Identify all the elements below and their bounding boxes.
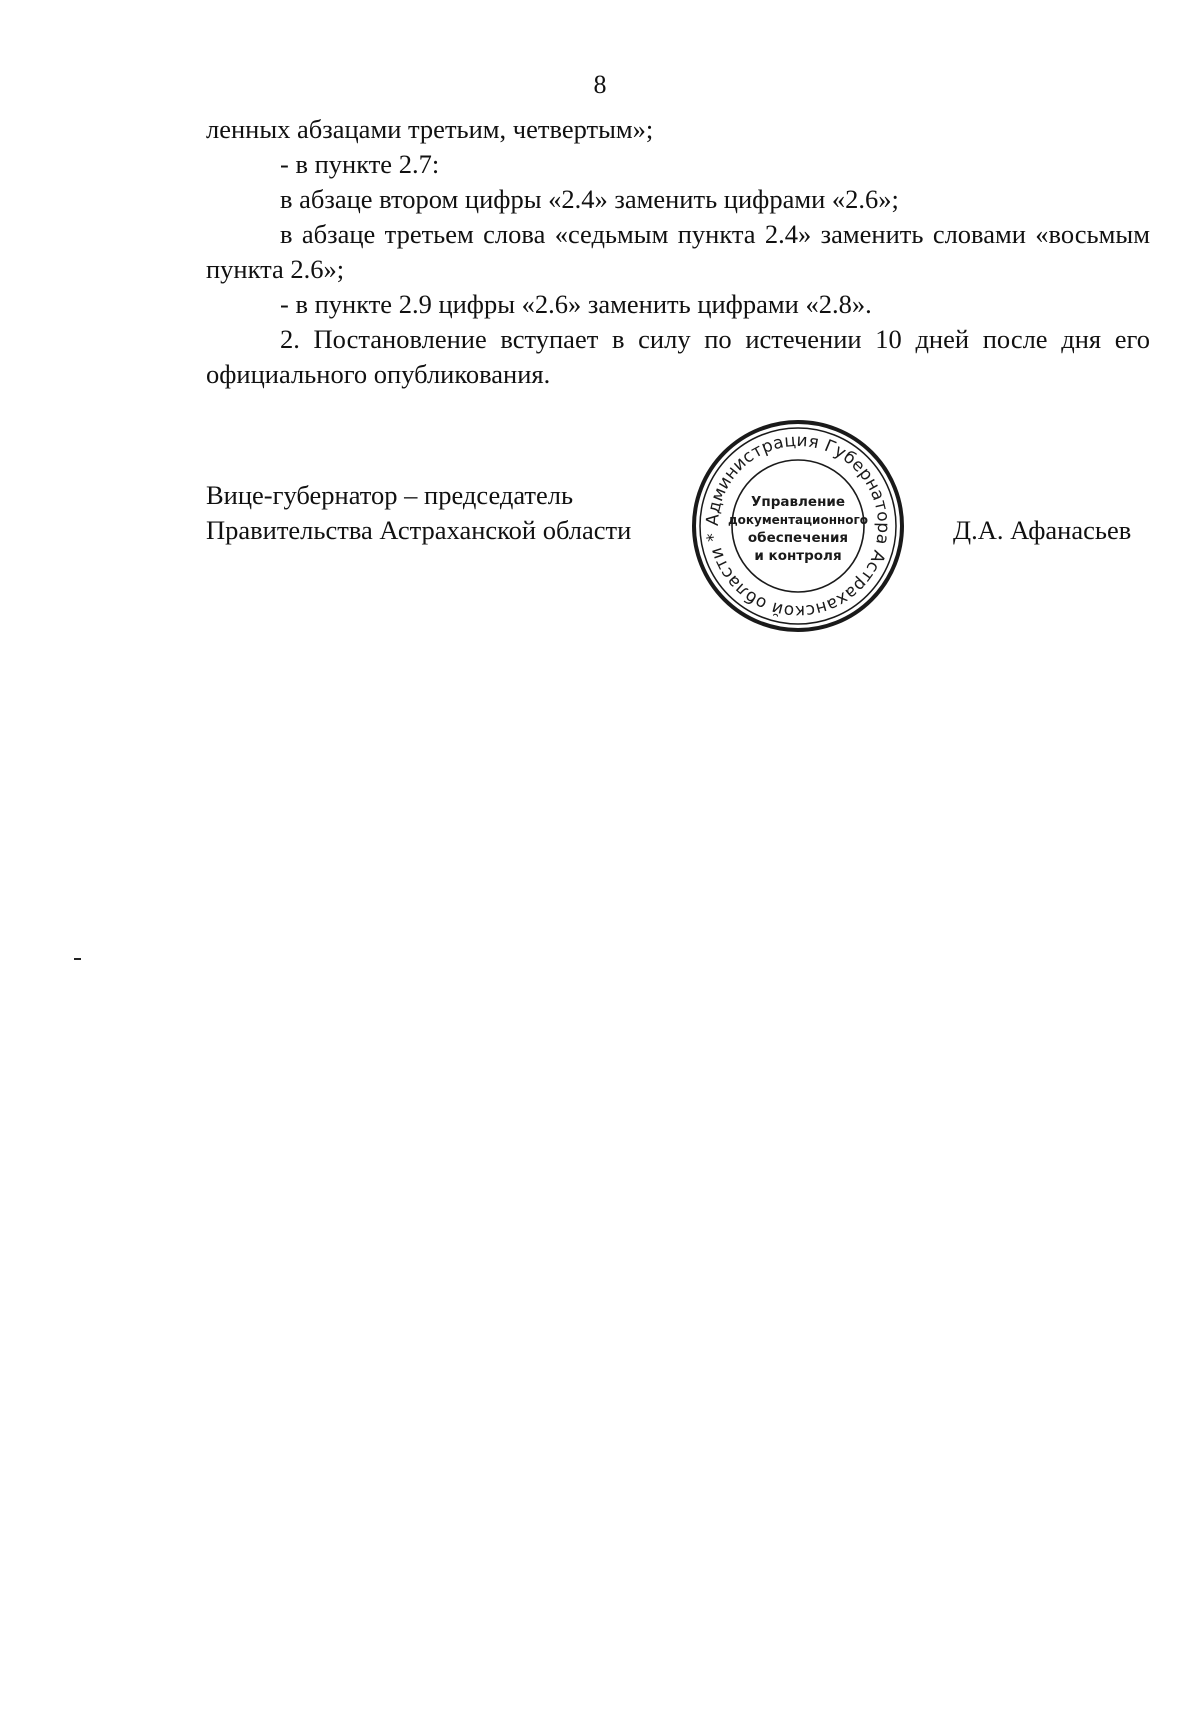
paragraph-item-2-9: - в пункте 2.9 цифры «2.6» заменить цифрами «2.8». (280, 289, 872, 319)
paragraph-second-abzac: в абзаце втором цифры «2.4» заменить цифрами «2.6»; (280, 184, 899, 214)
seal-center-line-1: Управление (750, 494, 846, 510)
seal-center-line-2: документационного (727, 513, 869, 527)
paragraph-third-abzac: в абзаце третьем слова «седьмым пункта 2.4» заменить словами «восьмым пункта 2.6»; (206, 219, 1150, 284)
document-body (206, 112, 1150, 392)
seal-center-line-3: обеспечения (747, 530, 849, 546)
signatory-title (206, 478, 631, 548)
page-number: 8 (593, 70, 607, 99)
signatory-name: Д.А. Афанасьев (953, 515, 1132, 545)
paragraph-continuation: ленных абзацами третьим, четвертым»; (206, 114, 654, 144)
scan-speck (74, 958, 81, 960)
paragraph-item-2-7: - в пункте 2.7: (280, 149, 440, 179)
signatory-title-line2: Правительства Астраханской области (206, 515, 632, 545)
signatory-title-line1: Вице-губернатор – председатель (206, 480, 574, 510)
official-seal (690, 418, 906, 634)
seal-center-line-4: и контроля (754, 548, 842, 564)
seal-ring-textpath: Администрация Губернатора Астраханской области * (702, 430, 894, 622)
paragraph-effective-date: 2. Постановление вступает в силу по истечении 10 дней после дня его официального опубликования. (206, 324, 1150, 389)
seal-graphic (690, 418, 906, 634)
